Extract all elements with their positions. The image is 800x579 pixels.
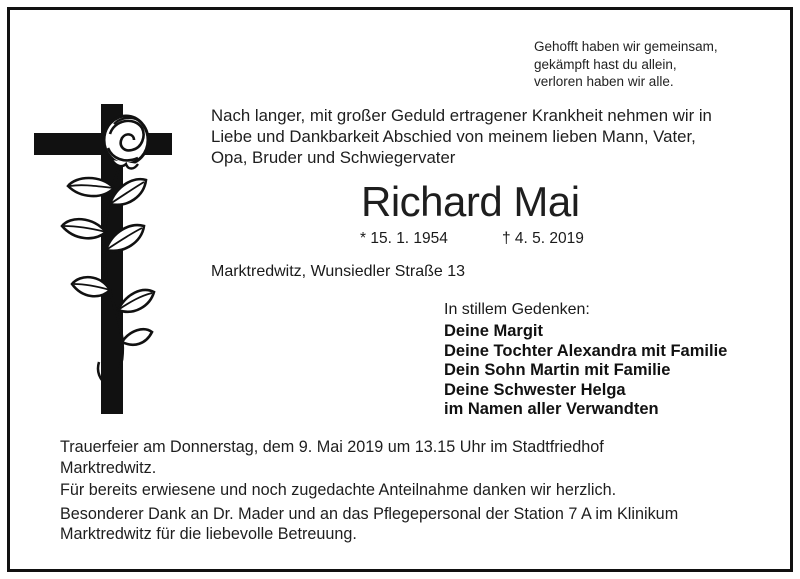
intro-text	[211, 105, 751, 168]
footer-text	[60, 437, 780, 548]
mourner-name: Dein Sohn Martin mit Familie	[444, 361, 671, 380]
intro-line: Opa, Bruder und Schwiegervater	[211, 148, 456, 167]
funeral-info-line: Marktredwitz.	[60, 458, 157, 477]
poem-line: Gehofft haben wir gemeinsam,	[534, 39, 718, 54]
thanks-note: Für bereits erwiesene und noch zugedachte Anteilnahme danken wir herzlich.	[60, 481, 617, 499]
mourners-list	[444, 322, 774, 420]
special-thanks-line: Besonderer Dank an Dr. Mader und an das Pflegepersonal der Station 7 A im Klinikum	[60, 504, 679, 523]
birth-date: * 15. 1. 1954	[360, 230, 448, 247]
mourner-name: Deine Tochter Alexandra mit Familie	[444, 341, 728, 360]
mourner-name: im Namen aller Verwandten	[444, 400, 659, 419]
intro-line: Liebe und Dankbarkeit Abschied von meinem lieben Mann, Vater,	[211, 127, 696, 146]
address: Marktredwitz, Wunsiedler Straße 13	[211, 263, 466, 280]
deceased-name: Richard Mai	[361, 178, 580, 225]
mourner-name: Deine Schwester Helga	[444, 380, 626, 399]
memorial-heading: In stillem Gedenken:	[444, 301, 590, 318]
cross-with-rose-icon	[30, 104, 180, 414]
funeral-info	[60, 437, 780, 478]
poem-line: gekämpft hast du allein,	[534, 56, 677, 72]
special-thanks	[60, 504, 780, 545]
intro-line: Nach langer, mit großer Geduld ertragener Krankheit nehmen wir in	[211, 106, 712, 125]
death-date: † 4. 5. 2019	[502, 230, 584, 247]
poem-line: verloren haben wir alle.	[534, 74, 674, 89]
mourner-name: Deine Margit	[444, 322, 544, 340]
funeral-info-line: Trauerfeier am Donnerstag, dem 9. Mai 2019 um 13.15 Uhr im Stadtfriedhof	[60, 438, 604, 456]
special-thanks-line: Marktredwitz für die liebevolle Betreuung.	[60, 525, 357, 543]
poem	[534, 38, 784, 91]
